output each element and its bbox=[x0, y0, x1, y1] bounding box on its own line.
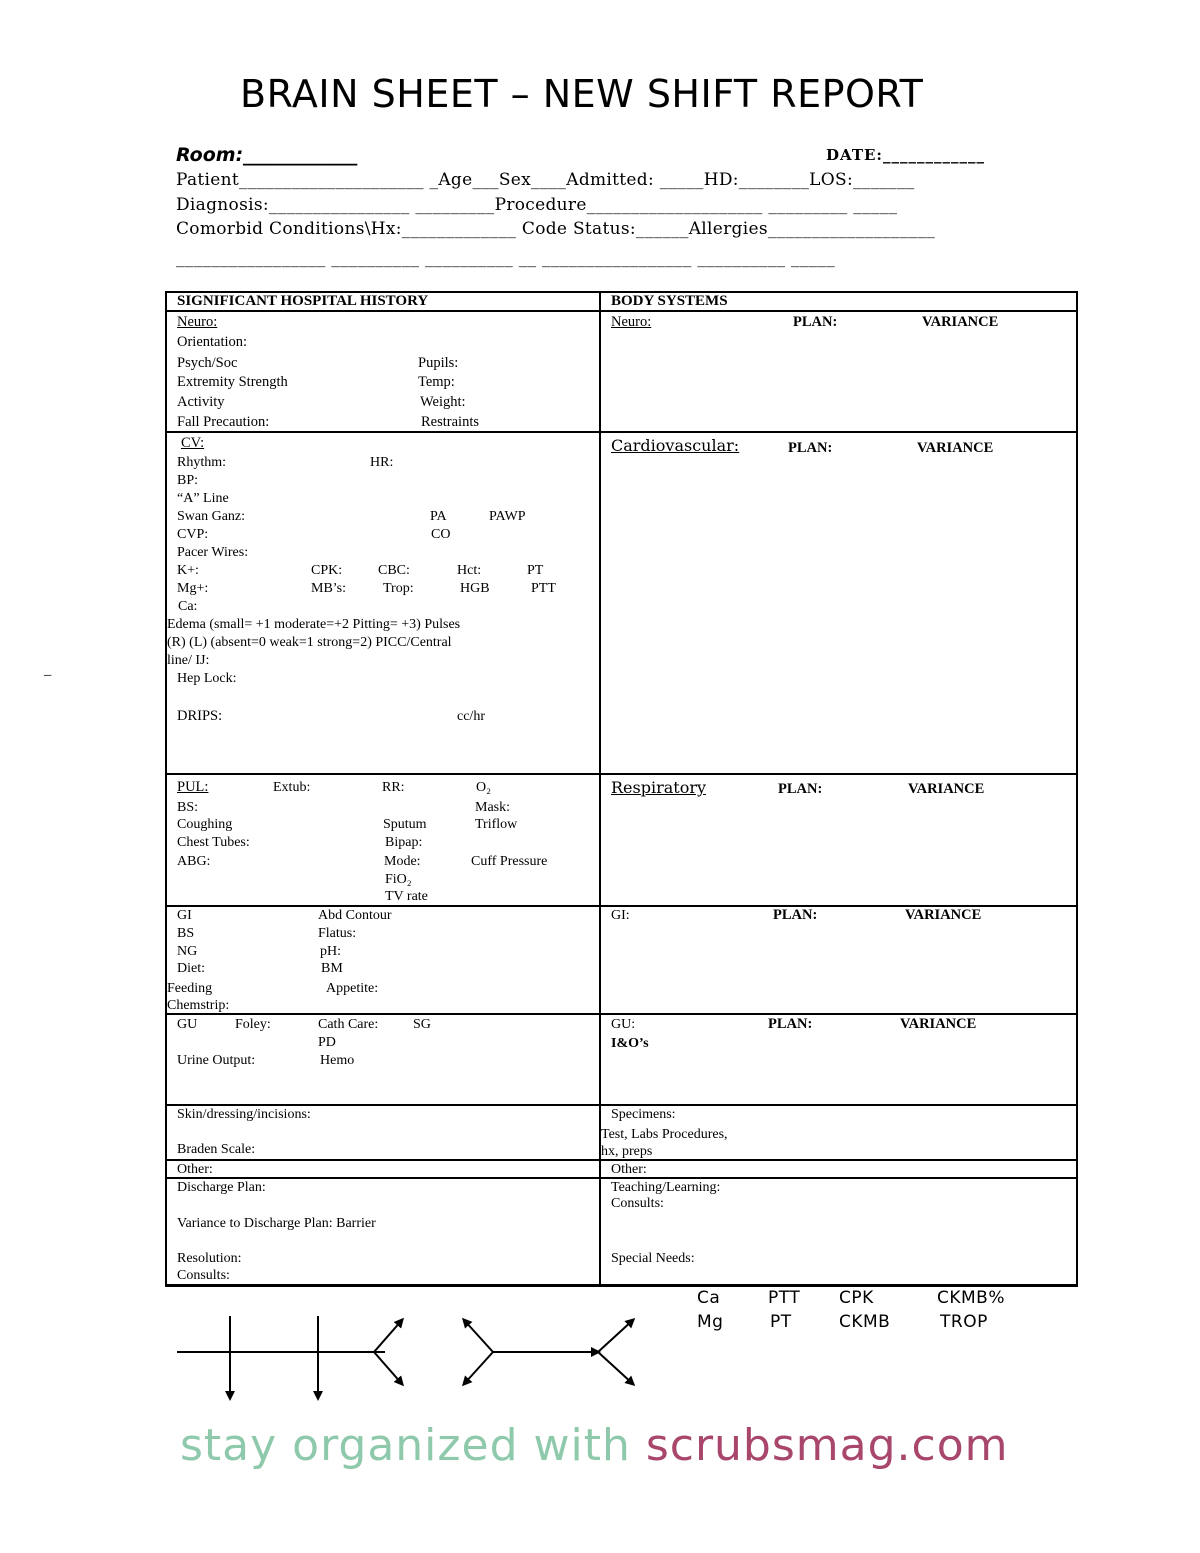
urine-output-label: Urine Output: bbox=[177, 1053, 256, 1068]
lab-ptt: PTT bbox=[768, 1288, 801, 1308]
triflow-label: Triflow bbox=[475, 817, 518, 832]
fishbone-arrow-up-1 bbox=[374, 1320, 402, 1352]
tests-label-2: hx, preps bbox=[601, 1144, 653, 1159]
room-field[interactable]: Room:____________ bbox=[176, 144, 358, 166]
mg-label: Mg+: bbox=[177, 581, 209, 596]
cuff-pressure-label: Cuff Pressure bbox=[471, 854, 548, 869]
k-label: K+: bbox=[177, 563, 199, 578]
neuro-system-title: Neuro: bbox=[611, 314, 652, 330]
activity-label: Activity bbox=[177, 394, 225, 410]
skin-label: Skin/dressing/incisions: bbox=[177, 1107, 311, 1122]
resp-variance: VARIANCE bbox=[908, 781, 985, 797]
fio2-label: FiO₂ bbox=[385, 872, 412, 887]
lab-trop: TROP bbox=[940, 1312, 988, 1332]
resp-plan: PLAN: bbox=[778, 781, 823, 797]
gi-label: GI bbox=[177, 908, 192, 923]
discharge-plan-label: Discharge Plan: bbox=[177, 1180, 266, 1195]
orientation-label: Orientation: bbox=[177, 334, 248, 350]
stray-mark: – bbox=[44, 667, 52, 683]
resolution-label: Resolution: bbox=[177, 1251, 242, 1266]
mbs-label: MB’s: bbox=[311, 581, 347, 596]
hct-label: Hct: bbox=[457, 563, 482, 578]
ptt-label: PTT bbox=[531, 581, 556, 596]
ng-label: NG bbox=[177, 944, 198, 959]
pa-label: PA bbox=[430, 509, 447, 524]
bm-label: BM bbox=[321, 961, 343, 976]
co-label: CO bbox=[431, 527, 451, 542]
hr-label: HR: bbox=[370, 455, 394, 470]
consults-right-label: Consults: bbox=[611, 1196, 664, 1211]
pd-label: PD bbox=[318, 1035, 336, 1050]
appetite-label: Appetite: bbox=[326, 981, 379, 996]
gu-label: GU bbox=[177, 1017, 198, 1032]
lab-ckmb-pct: CKMB% bbox=[937, 1288, 1006, 1308]
foley-label: Foley: bbox=[235, 1017, 271, 1032]
edema-line-1: Edema (small= +1 moderate=+2 Pitting= +3) Pulses bbox=[167, 617, 461, 632]
rhythm-label: Rhythm: bbox=[177, 455, 227, 470]
fishbone-arrow-up-3 bbox=[598, 1320, 633, 1352]
gu-system-title: GU: bbox=[611, 1017, 636, 1032]
pt-label: PT bbox=[527, 563, 544, 578]
gi-bs-label: BS bbox=[177, 926, 195, 941]
right-column-header: BODY SYSTEMS bbox=[611, 293, 728, 309]
page-title: BRAIN SHEET – NEW SHIFT REPORT bbox=[240, 72, 924, 116]
lab-ckmb: CKMB bbox=[839, 1312, 891, 1332]
bipap-label: Bipap: bbox=[385, 835, 423, 850]
fishbone-arrow-down-3 bbox=[598, 1352, 633, 1384]
edema-line-2: (R) (L) (absent=0 weak=1 strong=2) PICC/Central bbox=[167, 635, 452, 650]
gi-plan: PLAN: bbox=[773, 907, 818, 923]
gi-system-title: GI: bbox=[611, 908, 630, 923]
bs-label: BS: bbox=[177, 800, 199, 815]
mode-label: Mode: bbox=[384, 854, 421, 869]
cbc-label: CBC: bbox=[378, 563, 410, 578]
comorbid-line[interactable]: Comorbid Conditions\Hx:_____________ Code Status:______Allergies___________________ bbox=[176, 219, 936, 239]
gu-plan: PLAN: bbox=[768, 1016, 813, 1032]
cv-title: CV: bbox=[181, 435, 205, 451]
coughing-label: Coughing bbox=[177, 817, 233, 832]
cvp-label: CVP: bbox=[177, 527, 209, 542]
cardiovascular-title: Cardiovascular: bbox=[611, 436, 740, 455]
footer-text-maroon: scrubsmag.com bbox=[645, 1420, 1009, 1471]
flatus-label: Flatus: bbox=[318, 926, 357, 941]
ph-label: pH: bbox=[320, 944, 341, 959]
ca-label: Ca: bbox=[178, 599, 198, 614]
blank-line[interactable]: _________________ __________ __________ __ _________________ __________ _____ bbox=[176, 248, 836, 268]
weight-label: Weight: bbox=[420, 394, 466, 410]
tests-label: Test, Labs Procedures, bbox=[601, 1127, 728, 1142]
pacer-label: Pacer Wires: bbox=[177, 545, 249, 560]
cpk-label: CPK: bbox=[311, 563, 343, 578]
date-field[interactable]: DATE:____________ bbox=[826, 146, 985, 164]
lab-ca: Ca bbox=[697, 1288, 721, 1308]
diet-label: Diet: bbox=[177, 961, 205, 976]
neuro-plan: PLAN: bbox=[793, 314, 838, 330]
fishbone-arrow-up-2 bbox=[464, 1320, 493, 1352]
sputum-label: Sputum bbox=[383, 817, 427, 832]
footer-watermark bbox=[180, 1420, 1009, 1471]
other-left-label: Other: bbox=[177, 1162, 213, 1177]
abg-label: ABG: bbox=[177, 854, 211, 869]
rr-label: RR: bbox=[382, 780, 405, 795]
consults-left-label: Consults: bbox=[177, 1268, 230, 1283]
extremity-label: Extremity Strength bbox=[177, 374, 288, 390]
gu-variance: VARIANCE bbox=[900, 1016, 977, 1032]
feeding-label: Feeding bbox=[167, 981, 213, 996]
cath-care-label: Cath Care: bbox=[318, 1017, 379, 1032]
lab-mg: Mg bbox=[697, 1312, 724, 1332]
specimens-label: Specimens: bbox=[611, 1107, 676, 1122]
teaching-label: Teaching/Learning: bbox=[611, 1180, 721, 1195]
pupils-label: Pupils: bbox=[418, 355, 459, 371]
cardio-variance: VARIANCE bbox=[917, 440, 994, 456]
abd-contour-label: Abd Contour bbox=[318, 908, 392, 923]
diagnosis-line[interactable]: Diagnosis:________________ _________Procedure____________________ _________ _____ bbox=[176, 195, 898, 215]
chemstrip-label: Chemstrip: bbox=[167, 998, 230, 1013]
tv-rate-label: TV rate bbox=[385, 889, 428, 904]
pawp-label: PAWP bbox=[489, 509, 526, 524]
respiratory-title: Respiratory bbox=[611, 778, 707, 797]
lab-pt: PT bbox=[770, 1312, 792, 1332]
hep-lock-label: Hep Lock: bbox=[177, 671, 237, 686]
temp-label: Temp: bbox=[418, 374, 455, 390]
restraints-label: Restraints bbox=[421, 414, 479, 430]
variance-discharge-label: Variance to Discharge Plan: Barrier bbox=[177, 1216, 376, 1231]
gi-variance: VARIANCE bbox=[905, 907, 982, 923]
o2-label: O₂ bbox=[476, 780, 491, 795]
sg-label: SG bbox=[413, 1017, 431, 1032]
edema-line-3: line/ IJ: bbox=[167, 653, 210, 668]
drips-label: DRIPS: bbox=[177, 708, 223, 724]
lab-cpk: CPK bbox=[839, 1288, 874, 1308]
hgb-label: HGB bbox=[460, 581, 490, 596]
fishbone-arrow-down-2 bbox=[464, 1352, 493, 1384]
fall-label: Fall Precaution: bbox=[177, 414, 270, 430]
neuro-title: Neuro: bbox=[177, 314, 218, 330]
swan-label: Swan Ganz: bbox=[177, 509, 246, 524]
special-needs-label: Special Needs: bbox=[611, 1251, 695, 1266]
left-column-header: SIGNIFICANT HOSPITAL HISTORY bbox=[177, 293, 429, 309]
fishbone-arrow-down-1 bbox=[374, 1352, 402, 1384]
extub-label: Extub: bbox=[273, 780, 311, 795]
cardio-plan: PLAN: bbox=[788, 440, 833, 456]
aline-label: “A” Line bbox=[177, 491, 229, 506]
braden-label: Braden Scale: bbox=[177, 1142, 256, 1157]
other-right-label: Other: bbox=[611, 1162, 647, 1177]
chest-tubes-label: Chest Tubes: bbox=[177, 835, 250, 850]
mask-label: Mask: bbox=[475, 800, 510, 815]
trop-label: Trop: bbox=[383, 581, 414, 596]
hemo-label: Hemo bbox=[320, 1053, 355, 1068]
cchr-label: cc/hr bbox=[457, 709, 485, 724]
footer-text-green: stay organized with bbox=[180, 1420, 646, 1471]
neuro-variance: VARIANCE bbox=[922, 314, 999, 330]
psych-label: Psych/Soc bbox=[177, 355, 238, 371]
pul-title: PUL: bbox=[177, 779, 209, 795]
io-label: I&O’s bbox=[611, 1036, 649, 1051]
patient-line[interactable]: Patient_____________________ _Age___Sex____Admitted: _____HD:________LOS:_______ bbox=[176, 170, 915, 190]
bp-label: BP: bbox=[177, 473, 199, 488]
